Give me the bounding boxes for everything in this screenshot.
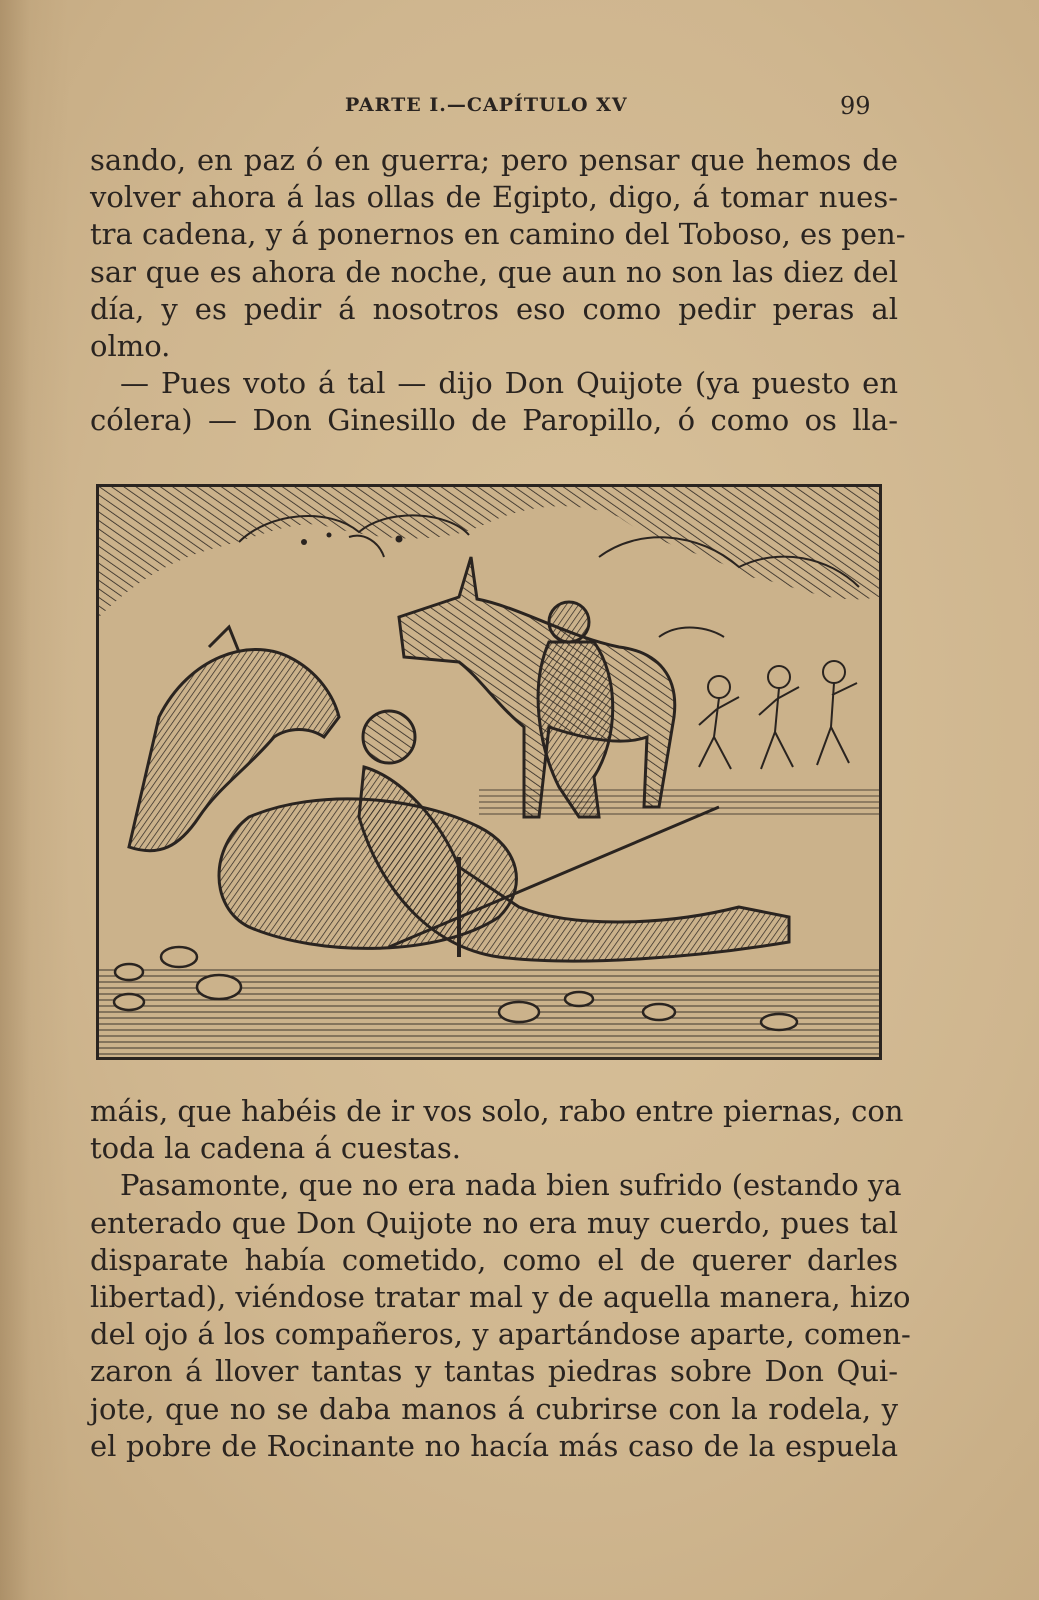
paragraph	[90, 1167, 911, 1465]
text-line: sar que es ahora de noche, que aun no son las diez del	[90, 254, 898, 289]
text-line: zaron á llover tantas y tantas piedras sobre Don Qui-	[90, 1354, 898, 1389]
text-line: volver ahora á las ollas de Egipto, digo, á tomar nues-	[90, 180, 898, 215]
paragraph	[90, 365, 898, 439]
text-line: disparate había cometido, como el de querer darles	[90, 1242, 898, 1277]
running-head: PARTE I.—CAPÍTULO XV	[345, 94, 628, 116]
text-line: jote, que no se daba manos á cubrirse con la rodela, y	[90, 1391, 898, 1426]
text-line: del ojo á los compañeros, y apartándose aparte, comen-	[90, 1317, 911, 1352]
text-line: tra cadena, y á ponernos en camino del Toboso, es pen-	[90, 217, 906, 252]
text-line: Pasamonte, que no era nada bien sufrido (estando ya	[120, 1168, 902, 1203]
text-line: — Pues voto á tal — dijo Don Quijote (ya puesto en	[120, 366, 898, 401]
illustration-image	[99, 487, 879, 1057]
page-number: 99	[840, 92, 871, 120]
text-block-bottom	[90, 1093, 911, 1465]
paragraph	[90, 142, 906, 365]
text-line: sando, en paz ó en guerra; pero pensar que hemos de	[90, 143, 898, 177]
text-block-top	[90, 142, 906, 440]
page-header	[0, 92, 1039, 122]
text-line: olmo.	[90, 329, 171, 364]
text-line: día, y es pedir á nosotros eso como pedir peras al	[90, 291, 898, 326]
text-line: el pobre de Rocinante no hacía más caso de la espuela	[90, 1428, 898, 1463]
paragraph	[90, 1093, 904, 1167]
text-line: libertad), viéndose tratar mal y de aquella manera, hizo	[90, 1280, 911, 1315]
text-line: máis, que habéis de ir vos solo, rabo entre piernas, con	[90, 1094, 904, 1128]
text-line: toda la cadena á cuestas.	[90, 1131, 461, 1166]
woodcut-illustration	[96, 484, 882, 1060]
text-line: enterado que Don Quijote no era muy cuerdo, pues tal	[90, 1205, 898, 1240]
text-line: cólera) — Don Ginesillo de Paropillo, ó como os lla-	[90, 403, 898, 438]
